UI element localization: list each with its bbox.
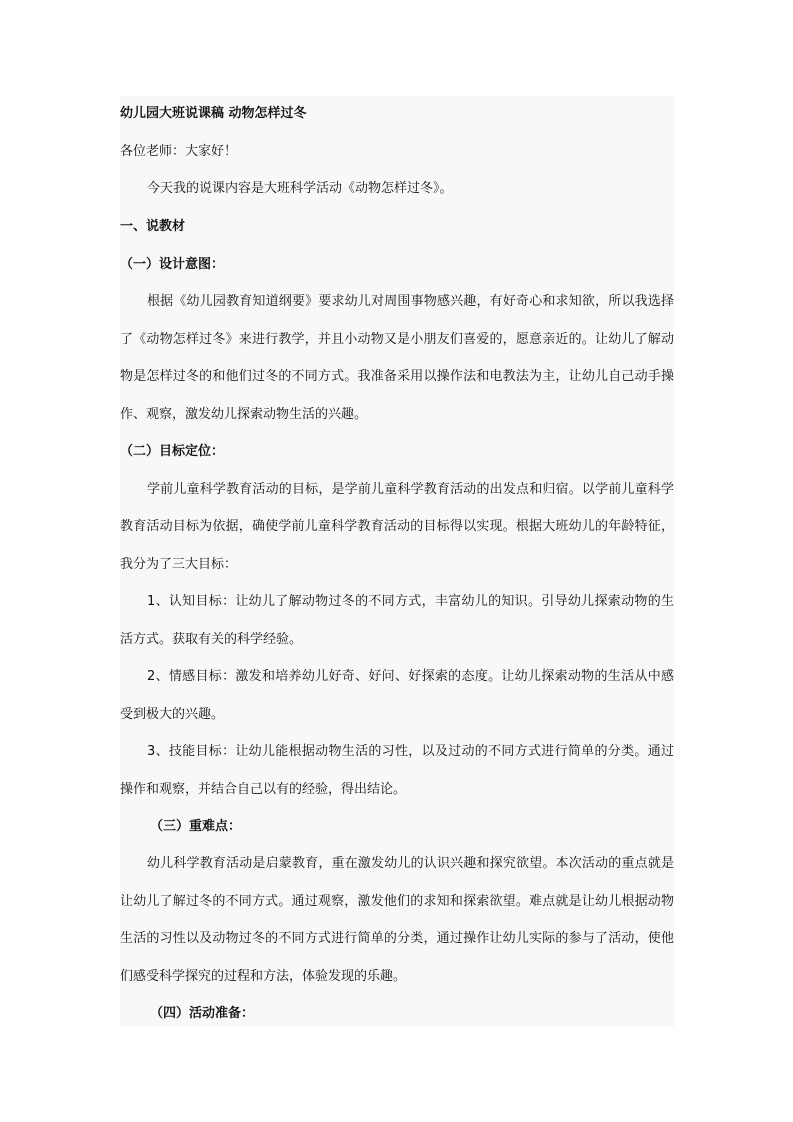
paragraph-line: 教育活动目标为依据，确使学前儿童科学教育活动的目标得以实现。根据大班幼儿的年龄特征， — [120, 519, 674, 534]
goal-skill-line: 操作和观察，并结合自己以有的经验，得出结论。 — [120, 782, 407, 797]
goal-emotional-line: 受到极大的兴趣。 — [120, 707, 225, 722]
paragraph-line: 学前儿童科学教育活动的目标，是学前儿童科学教育活动的出发点和归宿。以学前儿童科学 — [147, 482, 674, 497]
subheading-goal-positioning: （二）目标定位： — [120, 444, 225, 459]
subheading-activity-preparation: （四）活动准备： — [150, 1006, 255, 1021]
paragraph-line: 们感受科学探究的过程和方法，体验发现的乐趣。 — [120, 969, 407, 984]
subheading-design-intent: （一）设计意图： — [120, 257, 225, 272]
paragraph-line: 作、观察，激发幼儿探索动物生活的兴趣。 — [120, 407, 368, 422]
intro-paragraph: 今天我的说课内容是大班科学活动《动物怎样过冬》。 — [147, 181, 453, 196]
paragraph-line: 我分为了三大目标： — [120, 557, 238, 572]
paragraph-line: 让幼儿了解过冬的不同方式。通过观察，激发他们的求知和探索欲望。难点就是让幼儿根据动物 — [120, 894, 674, 909]
goal-skill-line: 3、技能目标：让幼儿能根据动物生活的习性，以及过动的不同方式进行简单的分类。通过 — [147, 744, 674, 759]
document-text-block — [120, 96, 674, 1027]
goal-cognitive-line: 活方式。获取有关的科学经验。 — [120, 632, 303, 647]
paragraph-line: 幼儿科学教育活动是启蒙教育，重在激发幼儿的认识兴趣和探究欲望。本次活动的重点就是 — [147, 856, 674, 871]
paragraph-line: 物是怎样过冬的和他们过冬的不同方式。我准备采用以操作法和电教法为主，让幼儿自己动手操 — [120, 369, 674, 384]
goal-cognitive-line: 1、认知目标：让幼儿了解动物过冬的不同方式，丰富幼儿的知识。引导幼儿探索动物的生 — [147, 594, 674, 609]
paragraph-line: 根据《幼儿园教育知道纲要》要求幼儿对周围事物感兴趣，有好奇心和求知欲，所以我选择 — [147, 294, 674, 309]
greeting-line: 各位老师：大家好！ — [120, 144, 238, 159]
goal-emotional-line: 2、情感目标：激发和培养幼儿好奇、好问、好探索的态度。让幼儿探索动物的生活从中感 — [147, 669, 674, 684]
section-heading-teaching-material: 一、说教材 — [120, 219, 186, 234]
paragraph-line: 了《动物怎样过冬》来进行教学，并且小动物又是小朋友们喜爱的，愿意亲近的。让幼儿了解动 — [120, 332, 674, 347]
document-title: 幼儿园大班说课稿 动物怎样过冬 — [120, 106, 307, 121]
subheading-key-difficult-points: （三）重难点： — [150, 819, 242, 834]
paragraph-line: 生活的习性以及动物过冬的不同方式进行简单的分类，通过操作让幼儿实际的参与了活动，使他 — [120, 931, 674, 946]
